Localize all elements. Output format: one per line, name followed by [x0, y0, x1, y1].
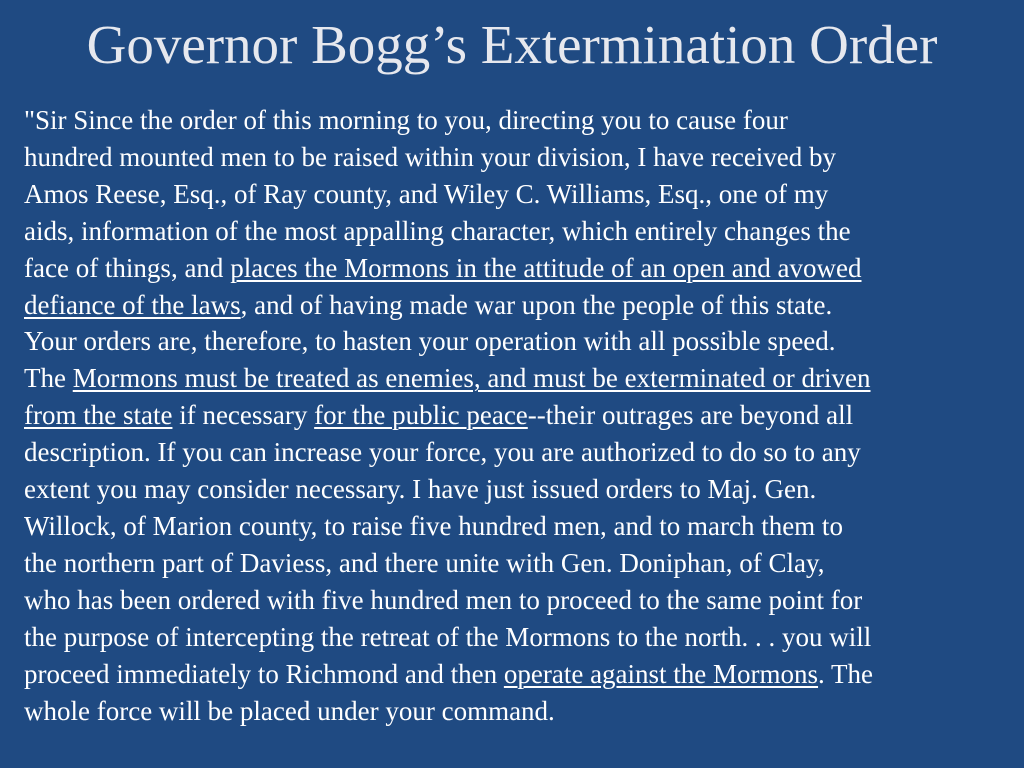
quote-line [24, 139, 1008, 176]
quote-line [24, 656, 1008, 693]
underlined-phrase: Mormons must be treated as enemies, and must be exterminated or driven [72, 363, 871, 394]
text-segment: Amos Reese, Esq., of Ray county, and Wiley C. Williams, Esq., one of my [24, 178, 829, 209]
text-segment: who has been ordered with five hundred men to proceed to the same point for [24, 584, 863, 615]
quote-line [24, 213, 1008, 250]
text-segment: proceed immediately to Richmond and then [24, 658, 504, 689]
underlined-phrase: for the public peace [314, 400, 528, 431]
underlined-phrase: operate against the Mormons [503, 658, 819, 689]
text-segment: extent you may consider necessary. I have just issued orders to Maj. Gen. [24, 474, 817, 505]
text-segment: , and of having made war upon the people of this state. [240, 289, 833, 320]
text-segment: the northern part of Daviess, and there unite with Gen. Doniphan, of Clay, [24, 547, 825, 578]
quote-line [24, 176, 1008, 213]
text-segment: the purpose of intercepting the retreat of the Mormons to the north. . . you will [24, 621, 872, 652]
underlined-phrase: places the Mormons in the attitude of an open and avowed [230, 252, 862, 283]
quote-line [24, 508, 1008, 545]
text-segment: --their outrages are beyond all [527, 400, 854, 431]
text-segment: "Sir Since the order of this morning to you, directing you to cause four [24, 105, 788, 135]
quote-line [24, 471, 1008, 508]
text-segment: whole force will be placed under your command. [24, 695, 555, 726]
text-segment: aids, information of the most appalling character, which entirely changes the [24, 215, 851, 246]
text-segment: hundred mounted men to be raised within your division, I have received by [24, 141, 837, 172]
quote-line [24, 323, 1008, 360]
text-segment: . The [818, 658, 874, 689]
quote-line [24, 582, 1008, 619]
text-segment: if necessary [172, 400, 315, 431]
quote-line [24, 619, 1008, 656]
quote-line [24, 397, 1008, 434]
text-segment: The [24, 363, 73, 394]
underlined-phrase: from the state [24, 400, 173, 431]
text-segment: Willock, of Marion county, to raise five hundred men, and to march them to [24, 510, 843, 541]
text-segment: face of things, and [24, 252, 231, 283]
quote-line [24, 102, 1008, 139]
text-segment: Your orders are, therefore, to hasten your operation with all possible speed. [24, 326, 836, 357]
quote-line [24, 545, 1008, 582]
quote-line [24, 693, 1008, 730]
quote-line [24, 360, 1008, 397]
quote-line [24, 434, 1008, 471]
text-segment: description. If you can increase your force, you are authorized to do so to any [24, 437, 861, 468]
quote-line [24, 287, 1008, 324]
underlined-phrase: defiance of the laws [24, 289, 241, 320]
slide-title: Governor Bogg’s Extermination Order [86, 14, 938, 75]
quote-body [24, 102, 1008, 729]
quote-line [24, 250, 1008, 287]
